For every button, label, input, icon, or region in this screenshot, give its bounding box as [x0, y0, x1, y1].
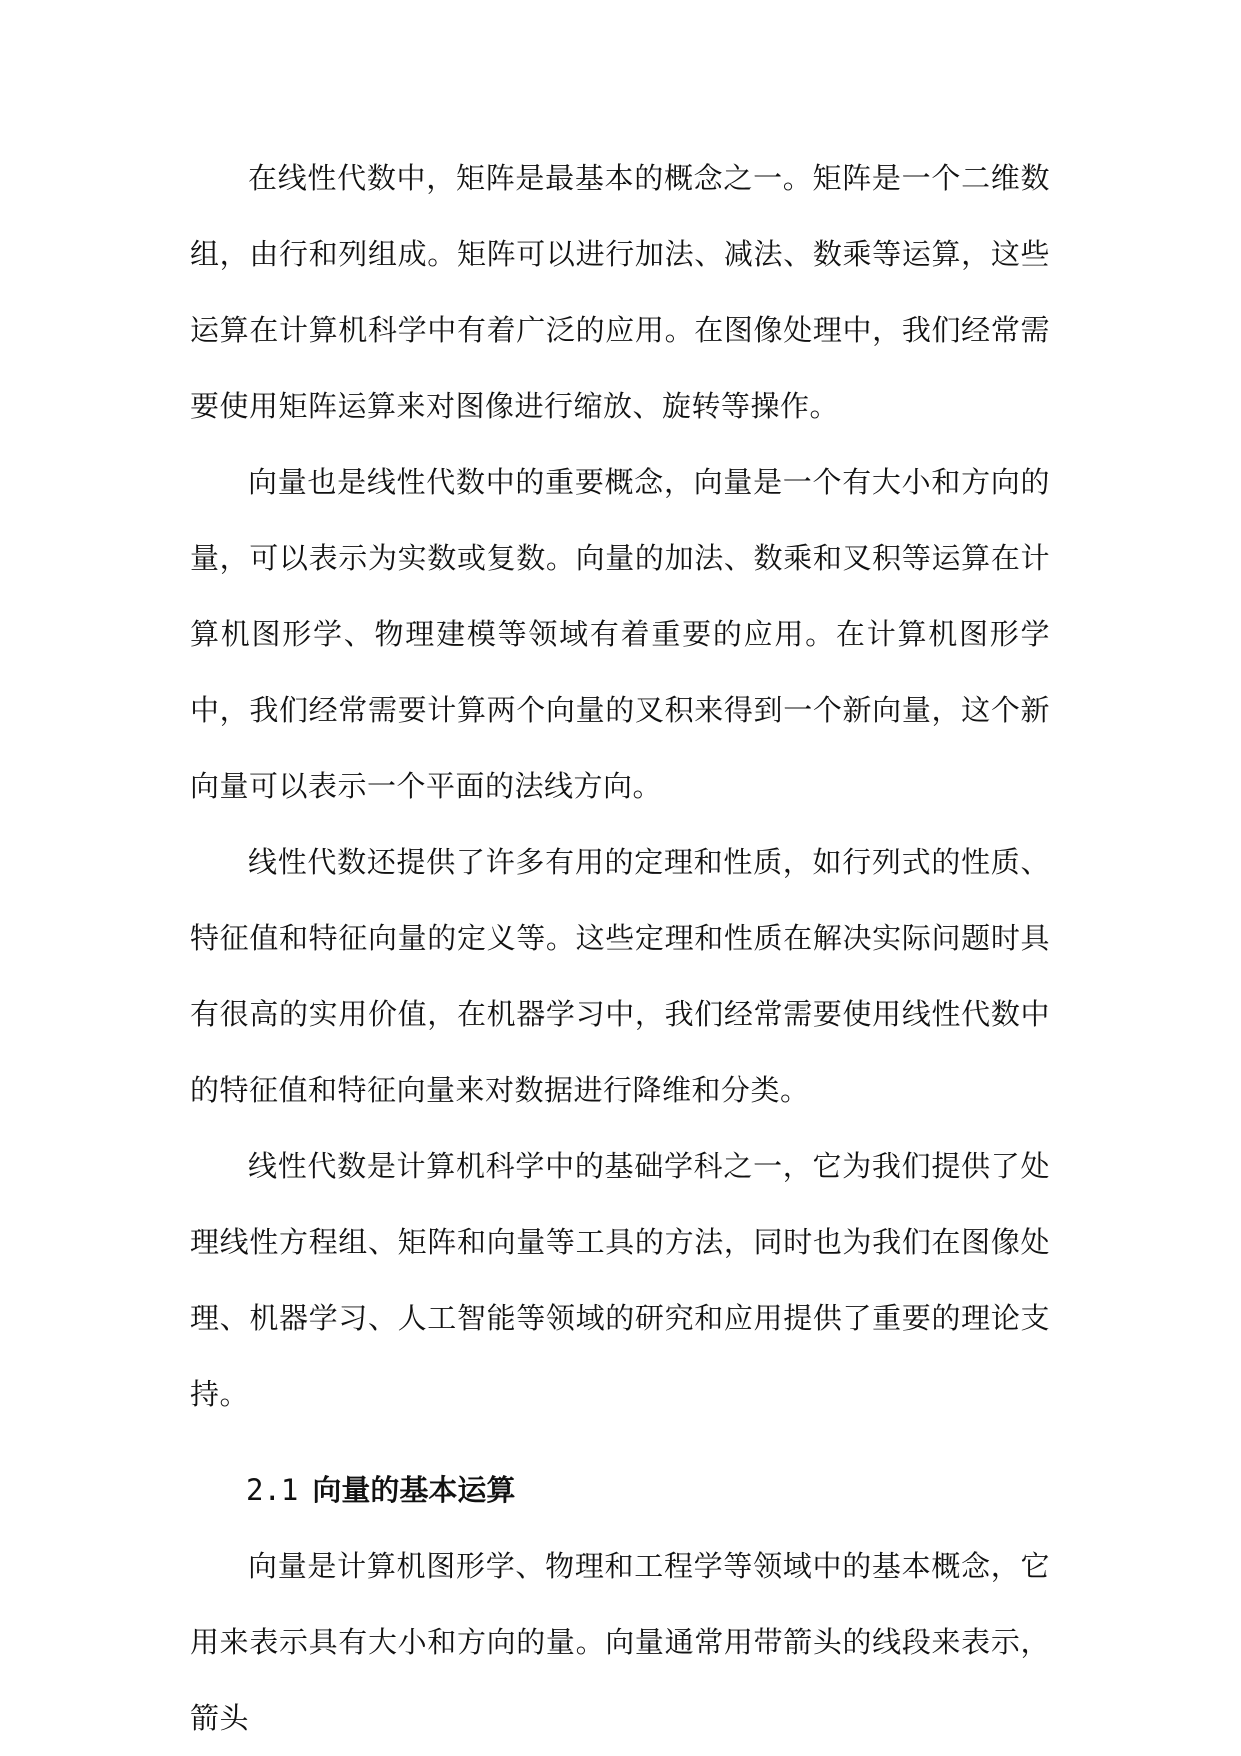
paragraph-foundation: 线性代数是计算机科学中的基础学科之一，它为我们提供了处理线性方程组、矩阵和向量等工具的方法，同时也为我们在图像处理、机器学习、人工智能等领域的研究和应用提供了重要的理论支持。 — [190, 1149, 1050, 1411]
section-heading — [190, 1452, 1050, 1528]
section-number: 2.1 — [246, 1473, 299, 1507]
paragraph-vector-basics: 向量是计算机图形学、物理和工程学等领域中的基本概念，它用来表示具有大小和方向的量。向量通常用带箭头的线段来表示，箭头 — [190, 1549, 1050, 1735]
document-body — [190, 140, 1050, 1756]
paragraph-matrix: 在线性代数中，矩阵是最基本的概念之一。矩阵是一个二维数组，由行和列组成。矩阵可以进行加法、减法、数乘等运算，这些运算在计算机科学中有着广泛的应用。在图像处理中，我们经常需要使用矩阵运算来对图像进行缩放、旋转等操作。 — [190, 161, 1050, 423]
section-title: 向量的基本运算 — [312, 1473, 516, 1507]
paragraph-theorems: 线性代数还提供了许多有用的定理和性质，如行列式的性质、特征值和特征向量的定义等。这些定理和性质在解决实际问题时具有很高的实用价值，在机器学习中，我们经常需要使用线性代数中的特征值和特征向量来对数据进行降维和分类。 — [190, 845, 1050, 1107]
paragraph-vector: 向量也是线性代数中的重要概念，向量是一个有大小和方向的量，可以表示为实数或复数。向量的加法、数乘和叉积等运算在计算机图形学、物理建模等领域有着重要的应用。在计算机图形学中，我们经常需要计算两个向量的叉积来得到一个新向量，这个新向量可以表示一个平面的法线方向。 — [190, 465, 1050, 803]
